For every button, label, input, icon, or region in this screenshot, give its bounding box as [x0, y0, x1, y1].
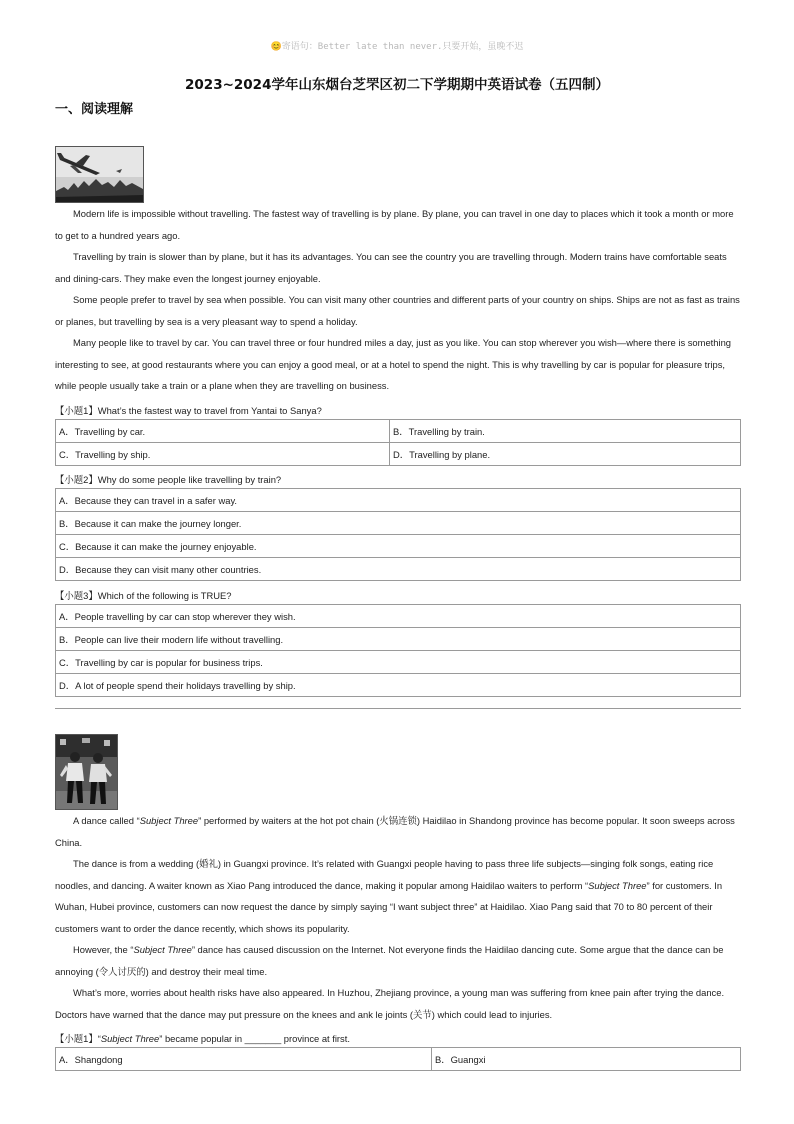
airplane-picture [56, 147, 143, 202]
question-stem: 【小题1】What’s the fastest way to travel from Yantai to Sanya? [55, 405, 322, 416]
option-d[interactable]: D．Because they can visit many other countries. [56, 558, 741, 581]
passage1-paragraph-3: Some people prefer to travel by sea when possible. You can visit many other countries and different parts of your country on ships. Ships are not as fast as trains or planes, but travelling by sea is a very pleasant way to spend a holiday. [55, 294, 740, 327]
italic-title: Subject Three [133, 944, 192, 955]
italic-title: Subject Three [139, 815, 199, 826]
answer-options [55, 488, 741, 581]
airplane-image [55, 146, 144, 203]
motto-text: 😊寄语句：Better late than never.只要开始，虽晚不迟 [270, 42, 524, 52]
option-b[interactable]: B．Travelling by train. [390, 420, 741, 443]
section-heading: 一、阅读理解 [55, 102, 134, 117]
section-divider [55, 708, 741, 709]
passage1-paragraph-2: Travelling by train is slower than by plane, but it has its advantages. You can see the country you are travelling through. Modern trains have comfortable seats and dining-cars. They make even the longest journey enjoyable. [55, 251, 727, 284]
option-c[interactable]: C．Travelling by ship. [56, 443, 390, 466]
answer-options [55, 604, 741, 697]
answer-options [55, 1047, 741, 1071]
option-b[interactable]: B．People can live their modern life without travelling. [56, 628, 741, 651]
italic-title: Subject Three [588, 879, 647, 891]
question-stem: 【小题1】“Subject Three” became popular in _______ province at first. [55, 1033, 350, 1044]
answer-options [55, 419, 741, 466]
dancers-picture [56, 735, 117, 809]
option-c[interactable]: C．Because it can make the journey enjoyable. [56, 535, 741, 558]
passage2-paragraph-3: However, the “Subject Three” dance has caused discussion on the Internet. Not everyone finds the Haidilao dancing cute. Some argue that the dance can be annoying (令人讨厌的) and destroy their meal time. [55, 944, 724, 977]
option-b[interactable]: B．Guangxi [432, 1048, 741, 1071]
passage2-paragraph-2: The dance is from a wedding (婚礼) in Guangxi province. It’s related with Guangxi people having to pass three life subjects—singing folk songs, eating rice noodles, and dancing. A waiter known as Xiao Pang introduced the dance, making it popular among Haidilao waiters to perform “Subject Three” for customers. In Wuhan, Hubei province, customers can now request the dance by simply saying “I want subject three” at Haidilao. Xiao Pang said that 70 to 80 percent of their customers want to order the dance recently, which shows its popularity. [55, 858, 723, 934]
question-stem: 【小题2】Why do some people like travelling by train? [55, 474, 282, 485]
option-a[interactable]: A．People travelling by car can stop wherever they wish. [56, 605, 741, 628]
option-a[interactable]: A．Travelling by car. [56, 420, 390, 443]
passage1-paragraph-1: Modern life is impossible without travelling. The fastest way of travelling is by plane. By plane, you can travel in one day to places which it took a month or more to get to a hundred years ago. [55, 208, 734, 241]
dancers-image [55, 734, 118, 810]
passage2-paragraph-4: What’s more, worries about health risks have also appeared. In Huzhou, Zhejiang province, a young man was suffering from knee pain after trying the dance. Doctors have warned that the dance may put pressure on the knees and ank le joints (关节) which could lead to injuries. [55, 987, 725, 1020]
question-stem: 【小题3】Which of the following is TRUE? [55, 590, 232, 601]
option-a[interactable]: A．Because they can travel in a safer way. [56, 489, 741, 512]
passage1-paragraph-4: Many people like to travel by car. You can travel three or four hundred miles a day, just as you like. You can stop wherever you wish—where there is something interesting to see, at good restaurants where you can enjoy a good meal, or at a hotel to spend the night. This is why travelling by car is popular for pleasure trips, while people usually take a train or a plane when they are travelling on business. [55, 337, 731, 392]
option-d[interactable]: D．Travelling by plane. [390, 443, 741, 466]
option-b[interactable]: B．Because it can make the journey longer. [56, 512, 741, 535]
option-a[interactable]: A．Shangdong [56, 1048, 432, 1071]
passage2-paragraph-1: A dance called “Subject Three” performed by waiters at the hot pot chain (火锅连锁) Haidilao in Shandong province has become popular. It soon sweeps across China. [55, 815, 735, 848]
page-title: 2023~2024学年山东烟台芝罘区初二下学期期中英语试卷（五四制） [185, 77, 609, 93]
italic-title: Subject Three [100, 1033, 160, 1044]
option-d[interactable]: D．A lot of people spend their holidays travelling by ship. [56, 674, 741, 697]
option-c[interactable]: C．Travelling by car is popular for business trips. [56, 651, 741, 674]
